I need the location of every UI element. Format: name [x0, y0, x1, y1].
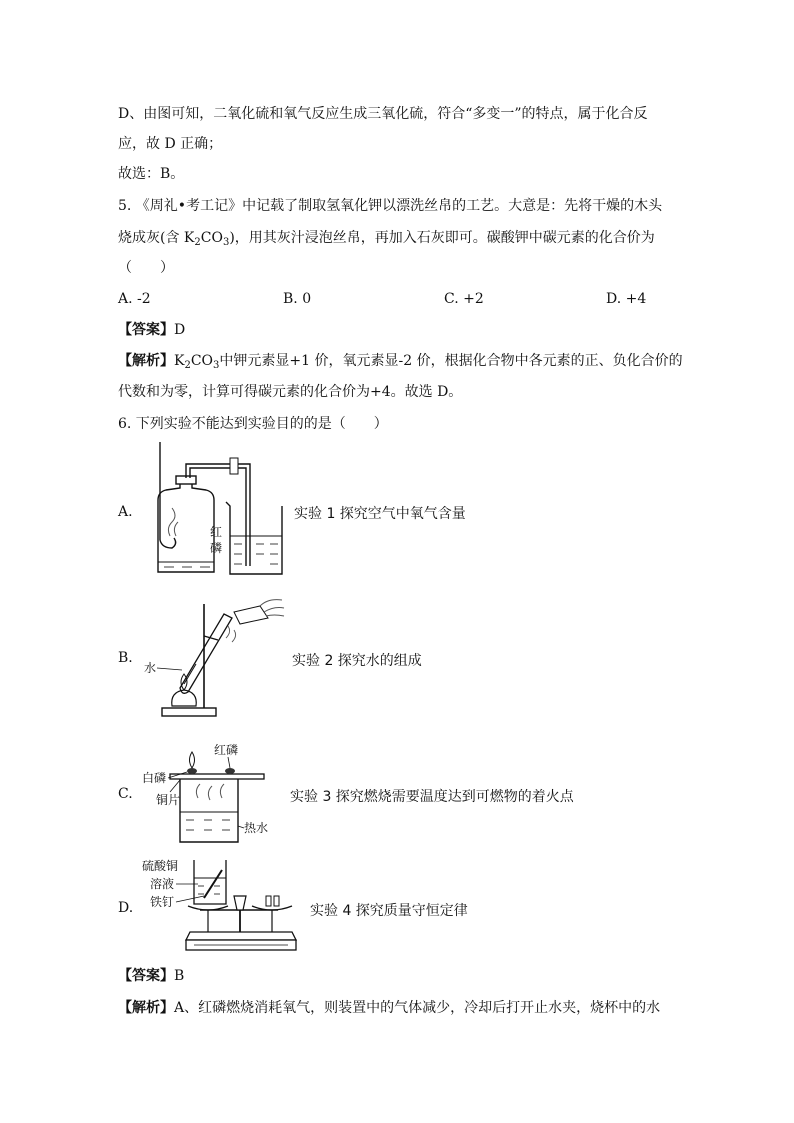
- figure-d-caption: 实验 4 探究质量守恒定律: [310, 903, 468, 919]
- label-phosphorus: 磷: [210, 541, 223, 555]
- question-5-line1: 5. 《周礼•考工记》中记载了制取氢氧化钾以漂洗丝帛的工艺。大意是：先将干燥的木头: [118, 198, 663, 214]
- q5-explanation-line2: 代数和为零，计算可得碳元素的化合价为+4。故选 D。: [118, 384, 463, 400]
- subscript: 3: [222, 237, 230, 248]
- figure-c-caption: 实验 3 探究燃烧需要温度达到可燃物的着火点: [290, 789, 574, 805]
- label-white-phosphorus: 白磷: [142, 771, 167, 785]
- label-hot-water: 热水: [244, 821, 269, 835]
- explanation-text: A、红磷燃烧消耗氧气，则装置中的气体减少，冷却后打开止水夹，烧杯中的水: [174, 1000, 661, 1016]
- q5-expl-part-a: K: [174, 353, 185, 369]
- label-red: 红: [210, 525, 223, 539]
- label-copper-plate: 铜片: [156, 793, 181, 807]
- q5-option-d: D. +4: [606, 291, 647, 307]
- q5-answer: [118, 320, 185, 340]
- figure-a-caption: 实验 1 探究空气中氧气含量: [294, 506, 466, 522]
- question-5-blank: （ ）: [118, 260, 174, 276]
- figure-d-letter: D.: [118, 900, 134, 916]
- text-d-line1: D、由图可知，二氧化硫和氧气反应生成三氧化硫，符合“多变一”的特点，属于化合反: [118, 106, 648, 122]
- figure-b-letter: B.: [118, 650, 133, 666]
- q5-option-c: C. +2: [444, 291, 484, 307]
- q5-explanation-line1: [118, 351, 683, 371]
- label-copper-sulfate: 硫酸铜: [142, 859, 179, 873]
- subscript: 2: [184, 360, 191, 371]
- text-choose-b: 故选：B。: [118, 166, 185, 182]
- q5-expl-part-b: CO: [190, 353, 214, 369]
- figure-c-diagram: [140, 738, 286, 850]
- q5-line2-part-a: 烧成灰(含 K: [118, 230, 195, 246]
- label-solution: 溶液: [150, 877, 175, 891]
- explanation-label: 【解析】: [118, 1000, 174, 1016]
- question-6: 6. 下列实验不能达到实验目的的是（ ）: [118, 416, 388, 432]
- figure-a-letter: A.: [118, 504, 133, 520]
- label-water: 水: [144, 661, 157, 675]
- q5-line2-part-c: )，用其灰汁浸泡丝帛，再加入石灰即可。碳酸钾中碳元素的化合价为: [229, 230, 655, 246]
- figure-c-letter: C.: [118, 786, 133, 802]
- label-red-phosphorus: 红磷: [214, 743, 239, 757]
- subscript: 3: [213, 360, 220, 371]
- q5-option-a: A. -2: [118, 291, 151, 307]
- q5-line2-part-b: CO: [200, 230, 223, 246]
- text-d-line2: 应，故 D 正确；: [118, 136, 223, 152]
- answer-value: D: [174, 322, 186, 338]
- label-iron-nail: 铁钉: [150, 895, 175, 909]
- q5-option-b: B. 0: [283, 291, 312, 307]
- q5-expl-part-c: 中钾元素显+1 价，氧元素显-2 价，根据化合物中各元素的正、负化合价的: [219, 353, 683, 369]
- figure-b-diagram: [140, 596, 288, 722]
- explanation-label: 【解析】: [118, 353, 174, 369]
- figure-b-caption: 实验 2 探究水的组成: [292, 653, 422, 669]
- figure-a-diagram: [140, 440, 290, 580]
- figure-d-diagram: [140, 856, 304, 956]
- answer-value: B: [174, 968, 185, 984]
- q6-answer: [118, 966, 184, 986]
- answer-label: 【答案】: [118, 968, 174, 984]
- answer-label: 【答案】: [118, 322, 174, 338]
- q6-explanation: [118, 998, 660, 1018]
- subscript: 2: [194, 237, 201, 248]
- question-5-line2: [118, 228, 655, 248]
